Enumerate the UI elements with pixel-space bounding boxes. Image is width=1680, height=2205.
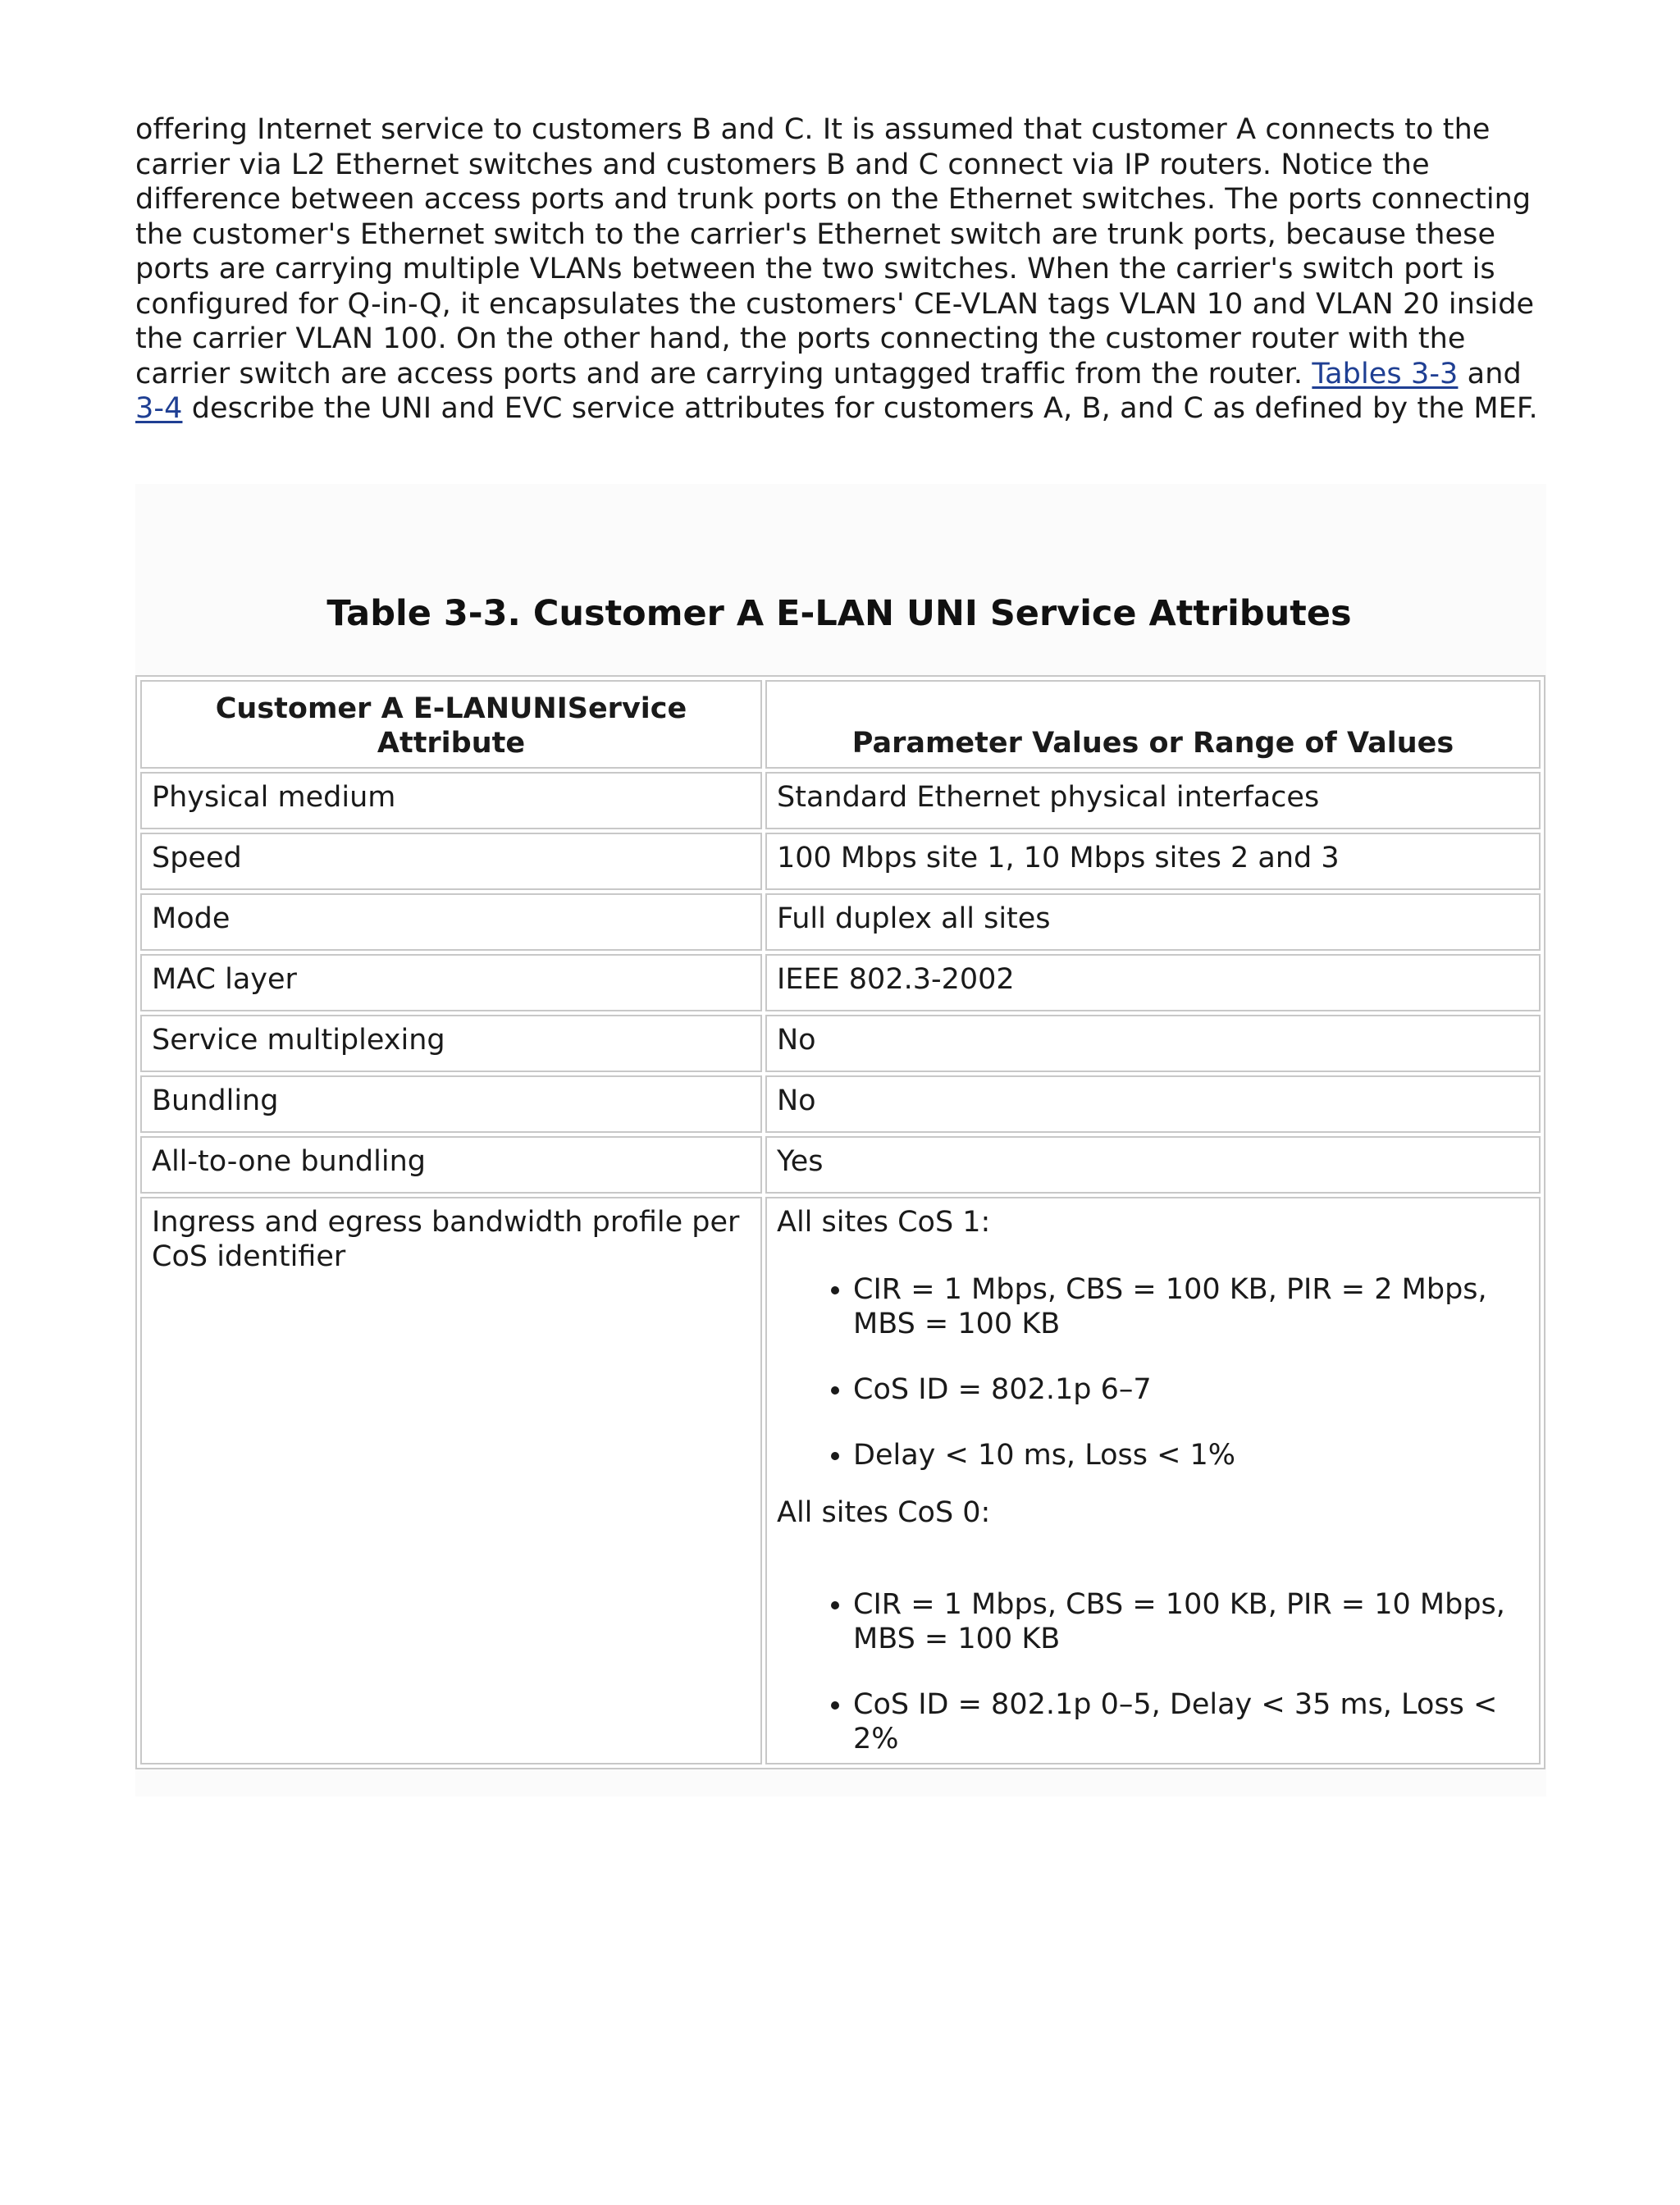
table-row <box>140 1136 1541 1194</box>
cos0-list <box>777 1587 1529 1756</box>
table-row <box>140 1075 1541 1133</box>
tables-3-3-link[interactable]: Tables 3-3 <box>1312 357 1459 390</box>
list-item: • CoS ID = 802.1p 6–7 <box>853 1372 1529 1407</box>
table-row <box>140 893 1541 951</box>
header-attribute: Customer A E-LANUNIService Attribute <box>140 680 762 769</box>
value-cell: IEEE 802.3-2002 <box>765 954 1541 1011</box>
attribute-cell: MAC layer <box>140 954 762 1011</box>
cos0-heading: All sites CoS 0: <box>777 1496 991 1529</box>
value-cell: Full duplex all sites <box>765 893 1541 951</box>
attribute-cell: Ingress and egress bandwidth profile per CoS identifier <box>140 1197 762 1764</box>
intro-text-middle: and <box>1458 357 1522 390</box>
list-item: • CoS ID = 802.1p 0–5, Delay < 35 ms, Loss < 2% <box>853 1687 1529 1756</box>
list-item: • Delay < 10 ms, Loss < 1% <box>853 1438 1529 1472</box>
table-row <box>140 954 1541 1011</box>
value-cell: Standard Ethernet physical interfaces <box>765 772 1541 829</box>
attribute-cell: Bundling <box>140 1075 762 1133</box>
attribute-cell: Speed <box>140 833 762 890</box>
list-item: • CIR = 1 Mbps, CBS = 100 KB, PIR = 2 Mbps, MBS = 100 KB <box>853 1272 1529 1341</box>
table-title: Table 3-3. Customer A E-LAN UNI Service Attributes <box>326 593 1352 634</box>
value-cell: 100 Mbps site 1, 10 Mbps sites 2 and 3 <box>765 833 1541 890</box>
intro-text-start: offering Internet service to customers B and C. It is assumed that customer A connects to the carrier via L2 Ethernet switches and customers B and C connect via IP routers. Notice the difference between access ports and trunk ports on the Ethernet switches. The ports connecting the customer's Ethernet switch to the carrier's Ethernet switch are trunk ports, because these ports are carrying multiple VLANs between the two switches. When the carrier's switch port is configured for Q-in-Q, it encapsulates the customers' CE-VLAN tags VLAN 10 and VLAN 20 inside the carrier VLAN 100. On the other hand, the ports connecting the customer router with the carrier switch are access ports and are carrying untagged traffic from the router. <box>135 113 1535 390</box>
intro-text-end: describe the UNI and EVC service attributes for customers A, B, and C as defined by the MEF. <box>182 392 1538 425</box>
value-cell: No <box>765 1015 1541 1072</box>
attribute-cell: Mode <box>140 893 762 951</box>
table-row <box>140 1015 1541 1072</box>
cos1-heading: All sites CoS 1: <box>777 1206 991 1239</box>
list-item: • CIR = 1 Mbps, CBS = 100 KB, PIR = 10 Mbps, MBS = 100 KB <box>853 1587 1529 1656</box>
value-cell: Yes <box>765 1136 1541 1194</box>
bandwidth-value-cell <box>765 1197 1541 1764</box>
table-3-4-link[interactable]: 3-4 <box>135 392 183 425</box>
cos1-list <box>777 1272 1529 1472</box>
value-cell: No <box>765 1075 1541 1133</box>
table-row <box>140 772 1541 829</box>
attribute-cell: All-to-one bundling <box>140 1136 762 1194</box>
intro-paragraph <box>135 112 1554 427</box>
bandwidth-profile-row <box>140 1197 1541 1764</box>
table-header-row <box>140 680 1541 769</box>
attribute-cell: Service multiplexing <box>140 1015 762 1072</box>
attribute-cell: Physical medium <box>140 772 762 829</box>
service-attributes-table <box>135 675 1545 1769</box>
header-parameter-values: Parameter Values or Range of Values <box>765 680 1541 769</box>
table-row <box>140 833 1541 890</box>
